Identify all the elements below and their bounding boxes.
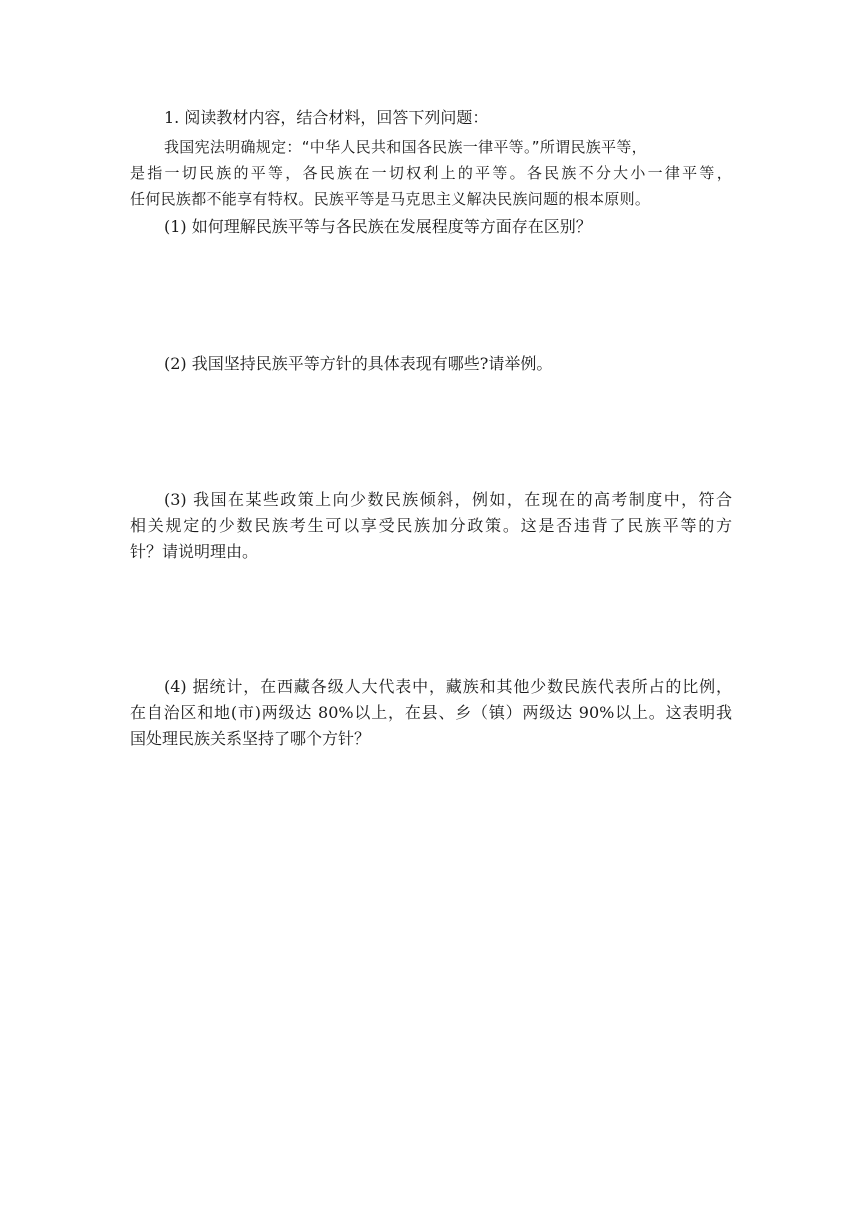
sub-question-4-line: 国处理民族关系坚持了哪个方针？: [130, 729, 371, 748]
sub-question-3-line: 相关规定的少数民族考生可以享受民族加分政策。这是否违背了民族平等的方: [130, 516, 732, 535]
sub-question-2: (2) 我国坚持民族平等方针的具体表现有哪些?请举例。: [164, 354, 553, 373]
sub-question-3-line: (3) 我国在某些政策上向少数民族倾斜，例如，在现在的高考制度中，符合: [164, 490, 732, 509]
sub-question-4-line: 在自治区和地(市)两级达 80%以上，在县、乡（镇）两级达 90%以上。这表明我: [130, 703, 732, 722]
material-line: 我国宪法明确规定：“中华人民共和国各民族一律平等。”所谓民族平等，: [164, 138, 647, 156]
material-line: 任何民族都不能享有特权。民族平等是马克思主义解决民族问题的根本原则。: [130, 190, 651, 208]
material-line: 是指一切民族的平等，各民族在一切权利上的平等。各民族不分大小一律平等，: [130, 164, 732, 182]
question-heading: 1. 阅读教材内容，结合材料，回答下列问题：: [164, 108, 489, 127]
sub-question-1: (1) 如何理解民族平等与各民族在发展程度等方面存在区别？: [164, 217, 592, 236]
sub-question-3-line: 针？请说明理由。: [130, 542, 259, 561]
sub-question-4-line: (4) 据统计，在西藏各级人大代表中，藏族和其他少数民族代表所占的比例，: [164, 677, 732, 696]
